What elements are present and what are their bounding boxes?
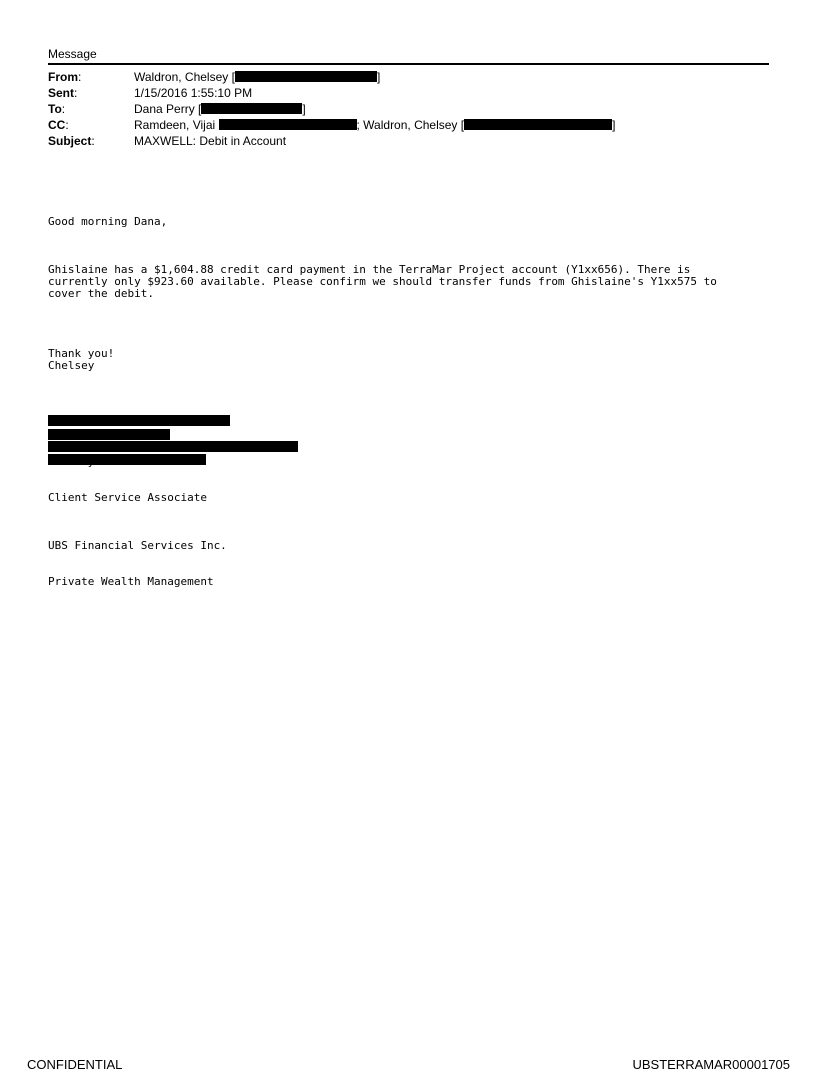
message-body	[48, 192, 768, 624]
header-to: To: Dana Perry [ ]	[48, 102, 306, 116]
signature-title: Client Service Associate	[48, 491, 207, 504]
redaction-bar	[219, 119, 357, 130]
closing: Thank you! Chelsey	[48, 347, 115, 372]
redaction-bar	[48, 454, 206, 465]
header-sent: Sent: 1/15/2016 1:55:10 PM	[48, 86, 253, 100]
message-headers	[48, 69, 768, 149]
confidential-label: CONFIDENTIAL	[27, 1057, 123, 1072]
message-label: Message	[48, 47, 97, 61]
redaction-bar	[48, 415, 230, 426]
redaction-bar	[464, 119, 612, 130]
header-to-label: To	[48, 102, 62, 116]
header-divider	[48, 63, 769, 65]
header-to-value: Dana Perry [ ]	[134, 102, 306, 116]
header-cc-value: Ramdeen, Vijai ; Waldron, Chelsey [ ]	[134, 118, 616, 132]
header-from-label: From	[48, 70, 78, 84]
header-sent-label: Sent	[48, 86, 75, 100]
signature-division: Private Wealth Management	[48, 575, 214, 588]
redaction-bar	[48, 429, 170, 440]
header-sent-value: 1/15/2016 1:55:10 PM	[134, 86, 253, 100]
body-paragraph: Ghislaine has a $1,604.88 credit card payment in the TerraMar Project account (Y1xx656). There is currently only $923.60 available. Please confirm we should transfer funds from Ghislaine's Y1xx575 to cover the debit.	[48, 263, 717, 300]
redaction-bar	[201, 103, 302, 114]
header-from: From: Waldron, Chelsey [ ]	[48, 70, 381, 84]
greeting: Good morning Dana,	[48, 215, 168, 228]
header-cc: CC: Ramdeen, Vijai ; Waldron, Chelsey [ ]	[48, 118, 616, 132]
signature-company: UBS Financial Services Inc.	[48, 539, 227, 552]
header-from-value: Waldron, Chelsey [ ]	[134, 70, 381, 84]
header-subject: Subject: MAXWELL: Debit in Account	[48, 134, 287, 148]
header-subject-value: MAXWELL: Debit in Account	[134, 134, 287, 148]
redaction-bar	[235, 71, 377, 82]
header-subject-label: Subject	[48, 134, 92, 148]
bates-number: UBSTERRAMAR00001705	[632, 1057, 790, 1072]
header-cc-label: CC	[48, 118, 66, 132]
redaction-bar	[48, 441, 298, 452]
